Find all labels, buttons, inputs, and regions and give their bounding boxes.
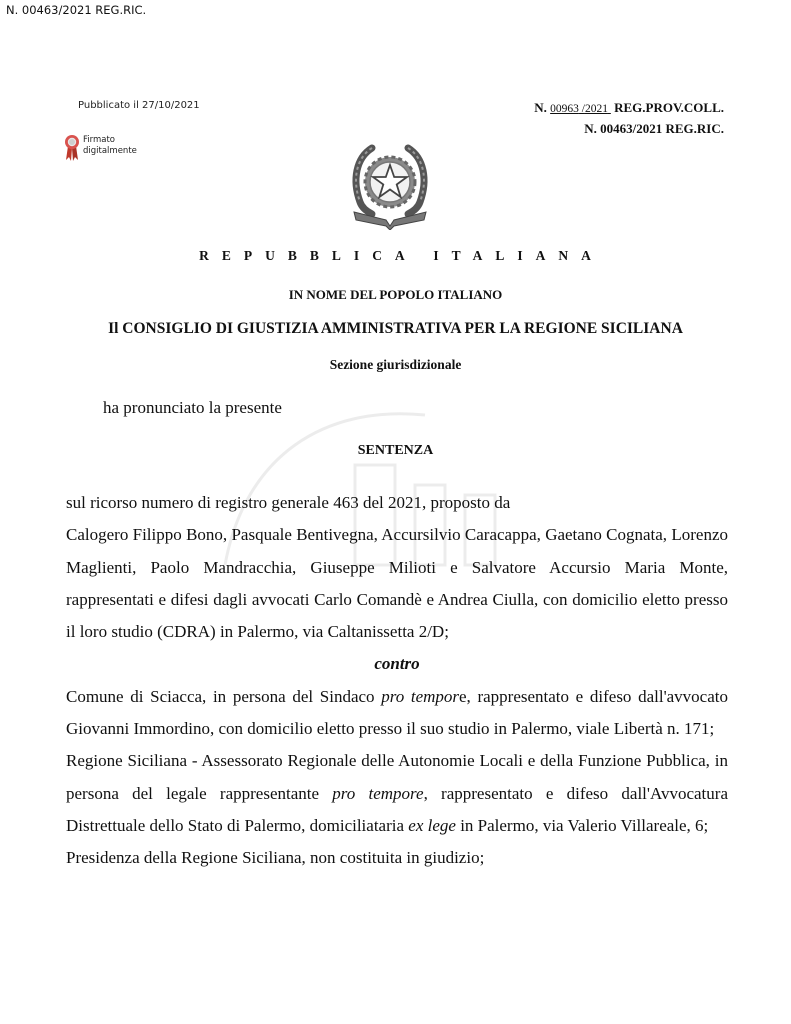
respondent-regione-paragraph [66, 745, 728, 842]
p3-italic: pro tempor [381, 686, 460, 706]
appeal-paragraph: sul ricorso numero di registro generale 463 del 2021, proposto da [66, 493, 511, 512]
top-reference: N. 00463/2021 REG.RIC. [6, 3, 147, 17]
document-body [66, 487, 728, 875]
reg-year: 2021 [584, 103, 608, 115]
reg-prefix: N. [534, 100, 547, 115]
p4-italic-1: pro tempore [332, 783, 424, 803]
p4-text-b: , rappresentato e difeso dall'Avvocatura Distrettuale dello Stato di Palermo, domiciliataria [66, 783, 728, 835]
digital-signature-badge[interactable] [64, 134, 137, 162]
p3-text-b: e, rappresentato e difeso dall'avvocato Giovanni Immordino, con domicilio eletto presso il suo studio in Palermo, viale Libertà n. 171; [66, 686, 728, 739]
signed-label-line1: Firmato [83, 135, 115, 145]
reg-ric: N. 00463/2021 REG.RIC. [584, 121, 724, 136]
p4-text-c: in Palermo, via Valerio Villareale, 6; [455, 815, 709, 835]
contro-heading: contro [374, 654, 420, 674]
respondent-comune-paragraph [66, 681, 728, 746]
rosette-seal-icon [64, 134, 80, 162]
section-heading: Sezione giurisdizionale [329, 357, 462, 372]
emblem-of-italy-icon [342, 140, 438, 230]
publication-date: Pubblicato il 27/10/2021 [78, 100, 200, 111]
p4-italic-2: ex lege [408, 815, 456, 835]
p3-text-a: Comune di Sciacca, in persona del Sindaco [66, 686, 382, 706]
p4-text-a: Regione Siciliana - Assessorato Regionale delle Autonomie Locali e della Funzione Pubblica, in persona del legale rappresentante [66, 751, 728, 803]
in-name-heading: IN NOME DEL POPOLO ITALIANO [288, 287, 503, 302]
republic-heading: REPUBBLICA ITALIANA [199, 248, 604, 263]
respondent-presidenza-paragraph: Presidenza della Regione Siciliana, non costituita in giudizio; [66, 848, 485, 868]
intro-text: ha pronunciato la presente [103, 398, 282, 417]
council-heading: Il CONSIGLIO DI GIUSTIZIA AMMINISTRATIVA PER LA REGIONE SICILIANA [108, 320, 683, 337]
reg-number: 00963 [550, 103, 579, 115]
reg-suffix: REG.PROV.COLL. [614, 100, 724, 115]
document-type-heading: SENTENZA [357, 443, 434, 458]
appellants-paragraph: Calogero Filippo Bono, Pasquale Bentivegna, Accursilvio Caracappa, Gaetano Cognata, Lorenzo Maglienti, Paolo Mandracchia, Giuseppe Milioti e Salvatore Accursio Maria Monte, rappresentati e difesi dagli avvocati Carlo Comandè e Andrea Ciulla, con domicilio eletto presso il loro studio (CDRA) in Palermo, via Caltanissetta 2/D; [66, 525, 728, 642]
signed-label-line2: digitalmente [83, 146, 137, 156]
reg-prov-coll: N. 00963 /2021 REG.PROV.COLL. [534, 100, 724, 115]
register-numbers [534, 98, 724, 138]
